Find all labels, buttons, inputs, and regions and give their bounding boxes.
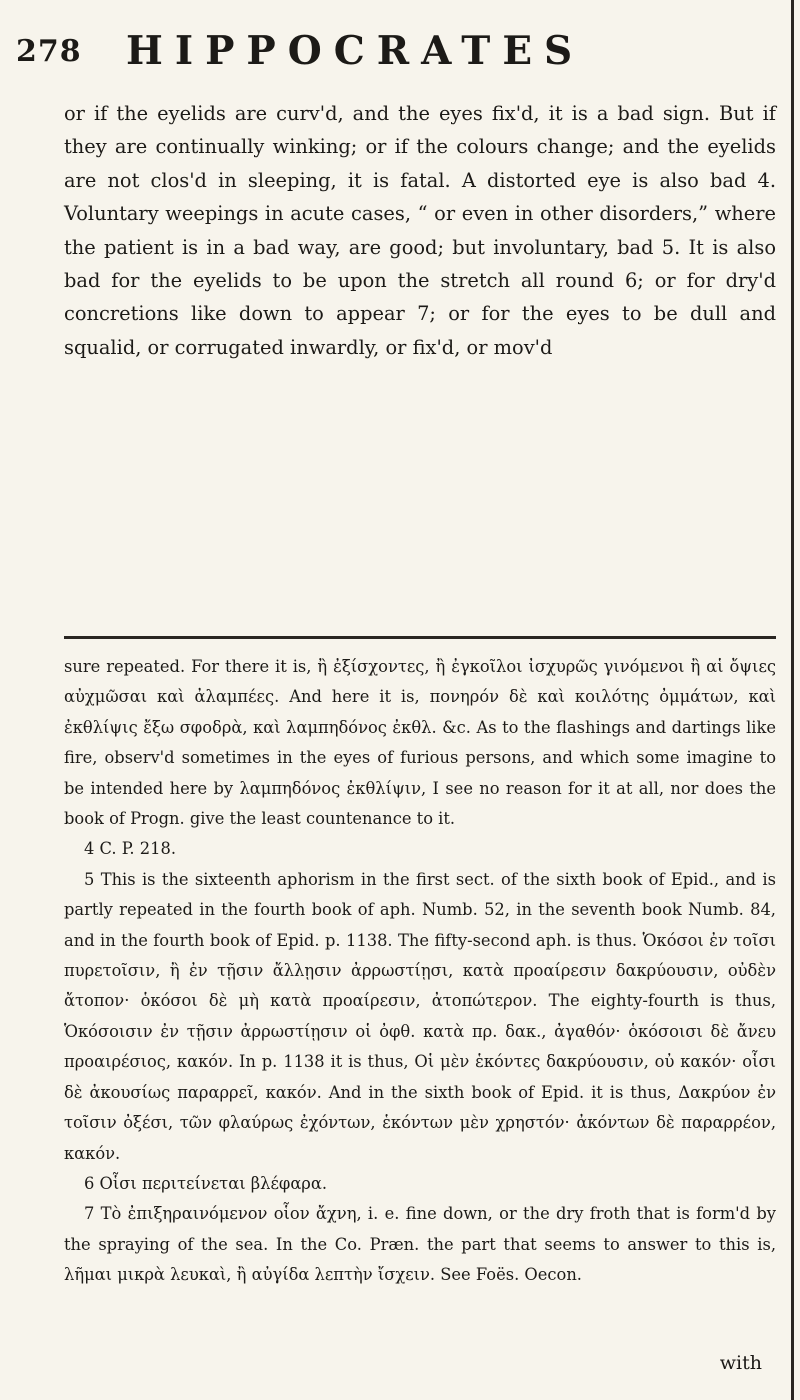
footnote-5: 5 This is the sixteenth aphorism in the first sect. of the sixth book of Epid., and is partly repeated in the fourth book of aph. Numb. 52, in the seventh book Numb. 84, and in the fourth book of Epid. p. 1138. The fifty-second aph. is thus. Ὁκόσοι ἐν τοῖσι πυρετοῖσιν, ἢ ἐν τῇσιν ἄλλῃσιν ἀρρωστίῃσι, κατὰ προαίρεσιν δακρύουσιν, οὐδὲν ἄτοπον· ὁκόσοι δὲ μὴ κατὰ προαίρεσιν, ἀτοπώτερον. The eighty-fourth is thus, Ὁκόσοισιν ἐν τῇσιν ἀρρωστίῃσιν οἱ ὀφθ. κατὰ πρ. δακ., ἀγαθόν· ὁκόσοισι δὲ ἄνευ προαιρέσιος, κακόν. In p. 1138 it is thus, Οἱ μὲν ἑκόντες δακρύουσιν, οὐ κακόν· οἷσι δὲ ἀκουσίως παραρρεῖ, κακόν. And in the sixth book of Epid. it is thus, Δακρύον ἐν τοῖσιν ὀξέσι, τῶν φλαύρως ἐχόντων, ἑκόντων μὲν χρηστόν· ἀκόντων δὲ παραρρέον, κακόν. (64, 869, 776, 1163)
page-header (16, 26, 786, 86)
page-edge-rule (791, 0, 794, 1400)
page-number: 278 (16, 34, 82, 69)
running-title: HIPPOCRATES (126, 28, 585, 74)
footnote-4: 4 C. P. 218. (84, 839, 177, 859)
footnotes (64, 652, 776, 1291)
footnote-6: 6 Οἷσι περιτείνεται βλέφαρα. (84, 1173, 328, 1193)
catchword: with (719, 1352, 762, 1374)
footnote-continued: sure repeated. For there it is, ἢ ἐξίσχοντες, ἢ ἐγκοῖλοι ἰσχυρῶς γινόμενοι ἢ αἱ ὄψιες αὐχμῶσαι καὶ ἀλαμπέες. And here it is, πονηρόν δὲ καὶ κοιλότης ὀμμάτων, καὶ ἐκθλίψις ἔξω σφοδρὰ, καὶ λαμπηδόνος ἐκθλ. &c. As to the flashings and dartings like fire, observ'd sometimes in the eyes of furious persons, and which some imagine to be intended here by λαμπηδόνος ἐκθλίψιν, I see no reason for it at all, nor does the book of Progn. give the least countenance to it. (64, 657, 776, 829)
footnote-7: 7 Τὸ ἐπιξηραινόμενον οἷον ἄχνη, i. e. fine down, or the dry froth that is form'd by the spraying of the sea. In the Co. Præn. the part that seems to answer to this is, λῆμαι μικρὰ λευκαὶ, ἢ αὐγίδα λεπτὴν ἴσχειν. See Foës. Oecon. (64, 1204, 776, 1285)
footnote-divider (64, 636, 776, 639)
main-text: or if the eyelids are curv'd, and the eyes fix'd, it is a bad sign. But if they are continually winking; or if the colours change; and the eyelids are not clos'd in sleeping, it is fatal. A distorted eye is also bad 4. Voluntary weepings in acute cases, “ or even in other disorders,” where the patient is in a bad way, are good; but involuntary, bad 5. It is also bad for the eyelids to be upon the stretch all round 6; or for dry'd concretions like down to appear 7; or for the eyes to be dull and squalid, or corrugated inwardly, or fix'd, or mov'd (64, 102, 776, 359)
